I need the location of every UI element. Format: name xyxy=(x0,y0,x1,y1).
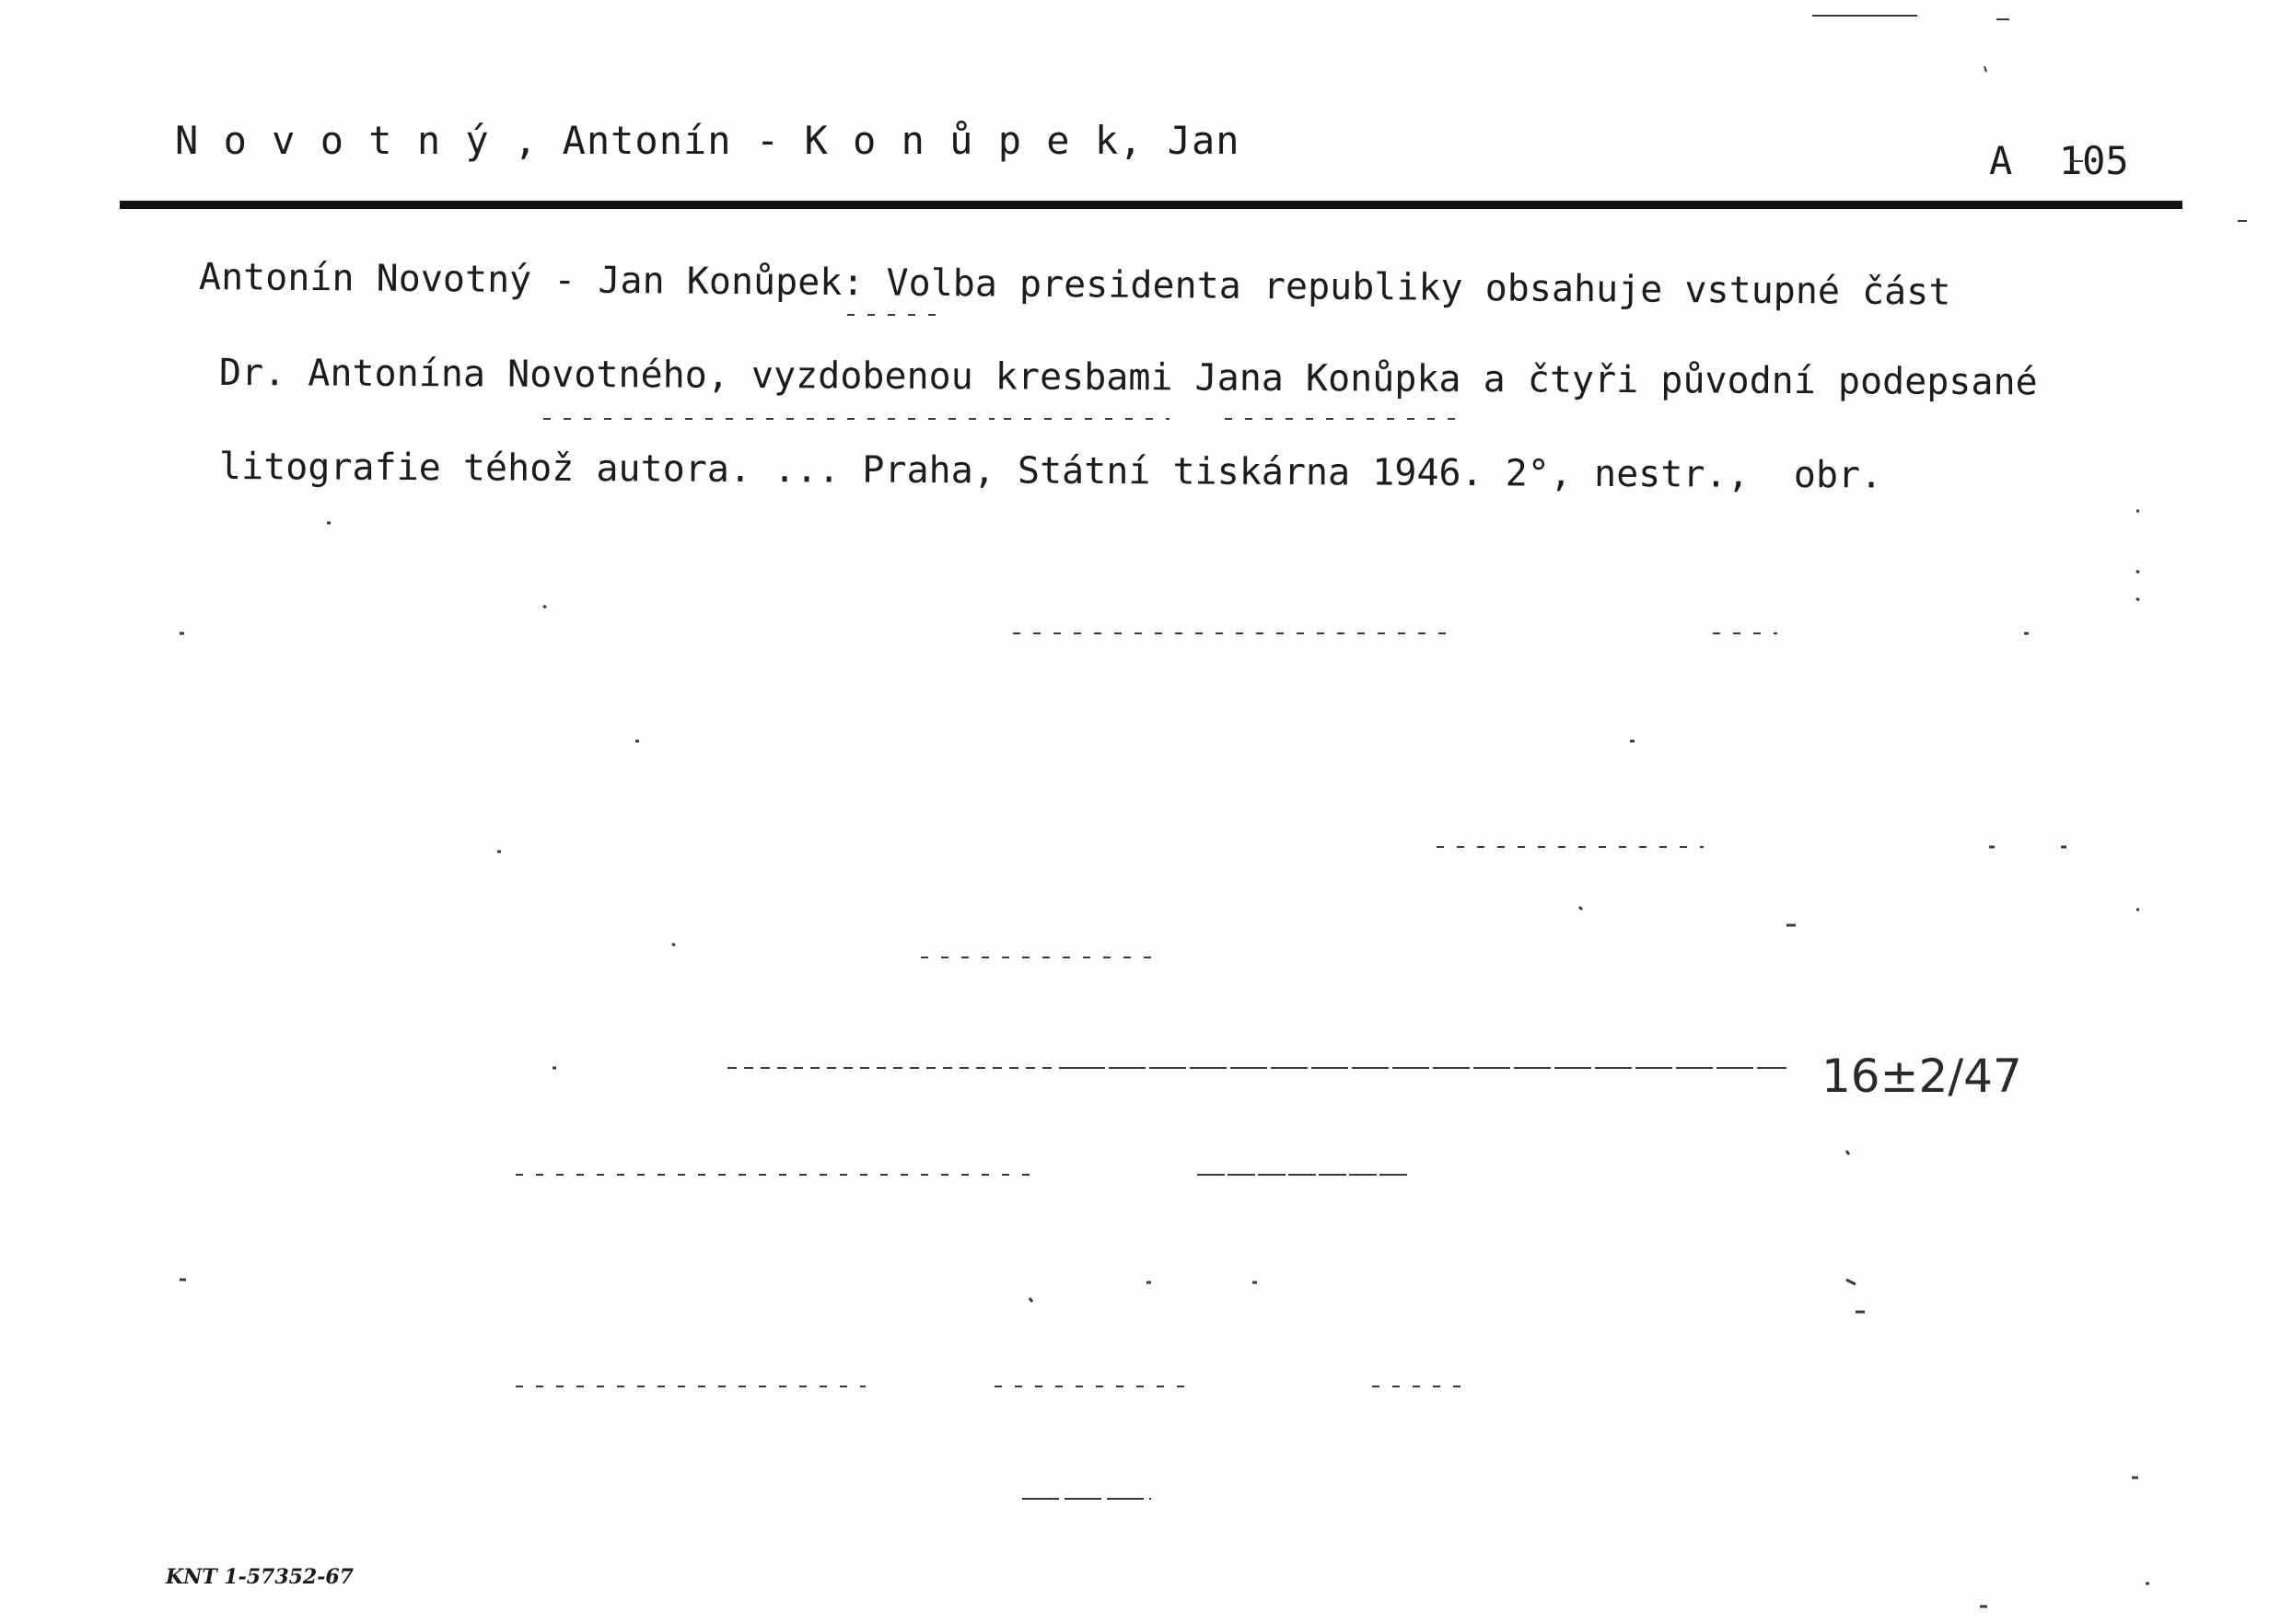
form-code: KNT 1-57352-67 xyxy=(166,1565,354,1589)
heading-author: N o v o t n ý , Antonín - K o n ů p e k, Jan xyxy=(175,118,1240,163)
heading-rule xyxy=(120,201,2182,209)
shelfmark: A 105 xyxy=(1989,138,2129,183)
accession-number: 16±2/47 xyxy=(1821,1050,2022,1103)
entry-line-2: Dr. Antonína Novotného, vyzdobenou kresbami Jana Konůpka a čtyři původní podepsané xyxy=(218,352,2038,404)
entry-line-3: litografie téhož autora. ... Praha, Státní tiskárna 1946. 2°, nestr., obr. xyxy=(218,446,1883,497)
entry-line-1: Antonín Novotný - Jan Konůpek: Volba presidenta republiky obsahuje vstupné část xyxy=(198,256,1951,314)
